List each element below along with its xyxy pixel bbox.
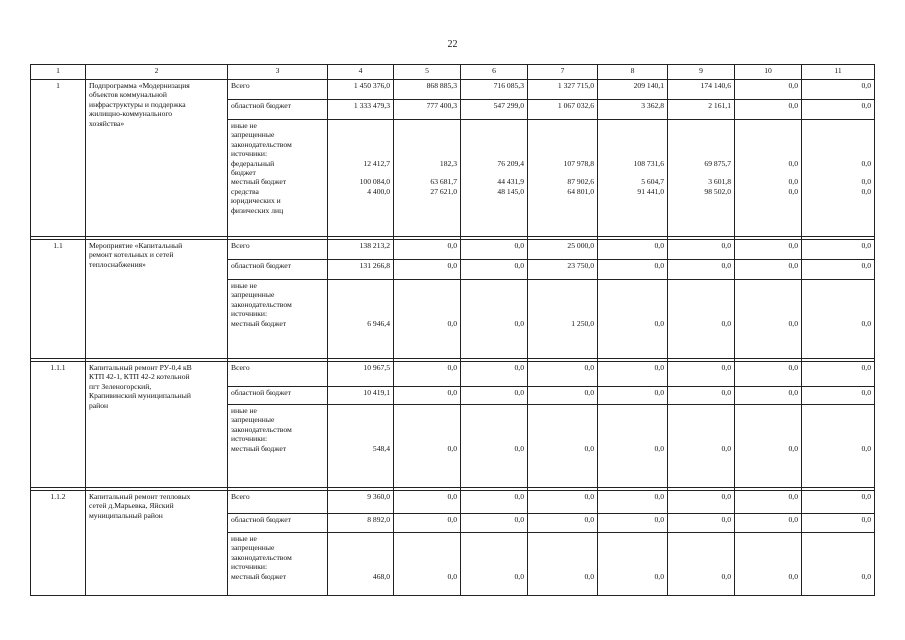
value-cell xyxy=(528,120,598,237)
text-line: ремонт котельных и сетей xyxy=(89,250,174,260)
value-cell: 0,0 xyxy=(735,240,802,260)
value-cell: 0,0 xyxy=(668,260,735,280)
value-cell: 209 140,1 xyxy=(598,80,668,100)
text-line: физических лиц xyxy=(231,205,284,215)
text-line: Капитальный ремонт РУ-0,4 кВ xyxy=(89,363,192,372)
blank-line xyxy=(601,406,664,444)
text-line: объектов коммунальной xyxy=(89,90,167,100)
value-cell: 8 892,0 xyxy=(328,514,394,533)
text-line: 0,0 xyxy=(721,571,731,581)
value-cell xyxy=(394,120,461,237)
source-label: Всего xyxy=(228,491,328,514)
value-cell: 0,0 xyxy=(528,362,598,387)
text-line: 0,0 xyxy=(788,158,798,168)
text-line: 0,0 xyxy=(447,443,457,453)
blank-line xyxy=(671,281,731,319)
text-line: жилищно-коммунального xyxy=(89,109,173,119)
header-cell: 6 xyxy=(461,65,528,80)
text-line: федеральный xyxy=(231,158,275,168)
value-cell: 3 362,8 xyxy=(598,100,668,120)
value-cell xyxy=(802,120,875,237)
value-cell: 138 213,2 xyxy=(328,240,394,260)
header-cell: 1 xyxy=(31,65,86,80)
text-line: иные не xyxy=(231,406,257,415)
value-cell: 0,0 xyxy=(802,260,875,280)
text-line: иные не xyxy=(231,121,257,130)
text-line: законодательством xyxy=(231,424,292,434)
text-line: местный бюджет xyxy=(231,571,287,581)
header-row xyxy=(31,65,875,80)
blank-line xyxy=(738,534,798,572)
text-line: 76 209,4 xyxy=(497,158,524,168)
header-cell: 8 xyxy=(598,65,668,80)
blank-line xyxy=(805,168,871,177)
text-line: источники: xyxy=(231,309,268,319)
value-cell xyxy=(528,280,598,359)
value-cell: 0,0 xyxy=(598,387,668,405)
section-row-total xyxy=(31,362,875,387)
value-cell: 0,0 xyxy=(668,362,735,387)
header-cell: 5 xyxy=(394,65,461,80)
text-line: 107 978,8 xyxy=(563,158,594,168)
text-line: 98 502,0 xyxy=(704,186,731,196)
blank-line xyxy=(464,534,524,572)
blank-line xyxy=(805,121,871,159)
value-cell: 0,0 xyxy=(598,362,668,387)
source-label xyxy=(228,120,328,237)
text-line: хозяйства» xyxy=(89,118,125,128)
value-cell: 0,0 xyxy=(668,387,735,405)
text-line: Подпрограмма «Модернизация xyxy=(89,81,190,90)
blank-line xyxy=(464,406,524,444)
blank-line xyxy=(601,281,664,319)
source-label: Всего xyxy=(228,362,328,387)
value-cell xyxy=(328,120,394,237)
blank-line xyxy=(331,281,390,319)
text-line: запрещенные xyxy=(231,130,275,140)
text-line: 100 084,0 xyxy=(359,177,390,187)
value-cell xyxy=(461,533,528,596)
value-cell: 0,0 xyxy=(598,260,668,280)
value-cell: 0,0 xyxy=(461,514,528,533)
text-line: 182,3 xyxy=(439,158,457,168)
text-line: законодательством xyxy=(231,139,292,149)
text-line: 0,0 xyxy=(788,571,798,581)
header-cell: 2 xyxy=(86,65,228,80)
text-line: 0,0 xyxy=(788,318,798,328)
value-cell: 0,0 xyxy=(461,491,528,514)
text-line: источники: xyxy=(231,434,268,444)
text-line: юридических и xyxy=(231,196,281,206)
text-line: КТП 42-1, КТП 42-2 котельной xyxy=(89,372,190,382)
source-label xyxy=(228,280,328,359)
blank-line xyxy=(531,406,594,444)
row-number: 1 xyxy=(31,80,86,237)
value-cell: 0,0 xyxy=(461,240,528,260)
value-cell: 0,0 xyxy=(735,491,802,514)
text-line: местный бюджет xyxy=(231,443,287,453)
value-cell: 0,0 xyxy=(735,362,802,387)
blank-line xyxy=(601,168,664,177)
value-cell: 0,0 xyxy=(394,514,461,533)
value-cell: 1 450 376,0 xyxy=(328,80,394,100)
source-label xyxy=(228,405,328,488)
text-line: 0,0 xyxy=(447,318,457,328)
value-cell: 547 299,0 xyxy=(461,100,528,120)
value-cell: 0,0 xyxy=(394,491,461,514)
blank-line xyxy=(671,406,731,444)
blank-line xyxy=(397,281,457,319)
source-label: областной бюджет xyxy=(228,100,328,120)
value-cell xyxy=(598,280,668,359)
blank-line xyxy=(464,121,524,159)
text-line: 4 400,0 xyxy=(367,186,390,196)
blank-line xyxy=(738,121,798,159)
blank-line xyxy=(601,121,664,159)
text-line: запрещенные xyxy=(231,290,275,300)
text-line: 48 145,0 xyxy=(497,186,524,196)
row-number: 1.1.2 xyxy=(31,491,86,596)
value-cell: 0,0 xyxy=(802,362,875,387)
text-line: сетей д.Марьевка, Яйский xyxy=(89,501,174,511)
value-cell: 9 360,0 xyxy=(328,491,394,514)
value-cell: 0,0 xyxy=(802,514,875,533)
text-line: 0,0 xyxy=(788,177,798,187)
text-line: местный бюджет xyxy=(231,177,287,187)
header-cell: 7 xyxy=(528,65,598,80)
text-line: источники: xyxy=(231,562,268,572)
value-cell xyxy=(802,405,875,488)
text-line: источники: xyxy=(231,149,268,159)
value-cell: 174 140,6 xyxy=(668,80,735,100)
header-cell: 9 xyxy=(668,65,735,80)
text-line: 0,0 xyxy=(861,177,871,187)
text-line: 548,4 xyxy=(372,443,390,453)
value-cell: 0,0 xyxy=(802,80,875,100)
text-line: 0,0 xyxy=(654,318,664,328)
text-line: 6 946,4 xyxy=(367,318,390,328)
text-line: 0,0 xyxy=(514,318,524,328)
text-line: 0,0 xyxy=(861,186,871,196)
row-number: 1.1 xyxy=(31,240,86,359)
text-line: 91 441,0 xyxy=(637,186,664,196)
header-cell: 11 xyxy=(802,65,875,80)
value-cell: 0,0 xyxy=(735,387,802,405)
text-line: 0,0 xyxy=(447,571,457,581)
value-cell xyxy=(394,405,461,488)
text-line: 1 250,0 xyxy=(571,318,594,328)
value-cell: 716 085,3 xyxy=(461,80,528,100)
text-line: Мероприятие «Капитальный xyxy=(89,241,183,250)
value-cell: 131 266,8 xyxy=(328,260,394,280)
value-cell: 0,0 xyxy=(802,387,875,405)
blank-line xyxy=(671,534,731,572)
source-label: Всего xyxy=(228,240,328,260)
value-cell: 0,0 xyxy=(598,514,668,533)
text-line: район xyxy=(89,400,109,410)
text-line: 0,0 xyxy=(584,443,594,453)
blank-line xyxy=(531,168,594,177)
text-line: иные не xyxy=(231,534,257,543)
blank-line xyxy=(464,281,524,319)
value-cell: 0,0 xyxy=(598,491,668,514)
value-cell xyxy=(735,120,802,237)
header-cell: 10 xyxy=(735,65,802,80)
value-cell: 0,0 xyxy=(735,260,802,280)
text-line: 0,0 xyxy=(788,443,798,453)
row-description xyxy=(86,362,228,488)
text-line: 0,0 xyxy=(861,443,871,453)
text-line: законодательством xyxy=(231,552,292,562)
blank-line xyxy=(531,121,594,159)
header-cell: 4 xyxy=(328,65,394,80)
text-line: Капитальный ремонт тепловых xyxy=(89,492,191,501)
text-line: 87 902,6 xyxy=(567,177,594,187)
value-cell xyxy=(598,533,668,596)
value-cell xyxy=(668,120,735,237)
value-cell xyxy=(328,405,394,488)
value-cell: 10 419,1 xyxy=(328,387,394,405)
header-cell: 3 xyxy=(228,65,328,80)
value-cell: 0,0 xyxy=(528,514,598,533)
value-cell: 0,0 xyxy=(735,80,802,100)
blank-line xyxy=(738,281,798,319)
blank-line xyxy=(805,281,871,319)
text-line: 0,0 xyxy=(721,443,731,453)
value-cell xyxy=(735,405,802,488)
text-line: запрещенные xyxy=(231,543,275,553)
value-cell xyxy=(328,533,394,596)
text-line: муниципальный район xyxy=(89,510,163,520)
section-row-total xyxy=(31,80,875,100)
value-cell: 1 327 715,0 xyxy=(528,80,598,100)
blank-line xyxy=(738,406,798,444)
value-cell: 0,0 xyxy=(802,100,875,120)
blank-line xyxy=(671,121,731,159)
value-cell: 777 400,3 xyxy=(394,100,461,120)
value-cell: 0,0 xyxy=(668,240,735,260)
row-description xyxy=(86,491,228,596)
value-cell xyxy=(461,280,528,359)
value-cell: 10 967,5 xyxy=(328,362,394,387)
value-cell: 0,0 xyxy=(735,100,802,120)
value-cell xyxy=(598,120,668,237)
value-cell: 0,0 xyxy=(668,491,735,514)
text-line: 69 875,7 xyxy=(704,158,731,168)
text-line: иные не xyxy=(231,281,257,290)
value-cell: 0,0 xyxy=(528,491,598,514)
blank-line xyxy=(531,281,594,319)
page-number: 22 xyxy=(447,39,458,50)
value-cell: 0,0 xyxy=(394,260,461,280)
blank-line xyxy=(331,121,390,159)
blank-line xyxy=(738,168,798,177)
value-cell: 0,0 xyxy=(461,387,528,405)
section-row-total xyxy=(31,240,875,260)
value-cell: 0,0 xyxy=(394,387,461,405)
text-line: 0,0 xyxy=(654,443,664,453)
blank-line xyxy=(331,534,390,572)
blank-line xyxy=(805,406,871,444)
text-line: 0,0 xyxy=(584,571,594,581)
value-cell xyxy=(528,405,598,488)
text-line: бюджет xyxy=(231,168,256,178)
text-line: инфраструктуры и поддержка xyxy=(89,99,186,109)
text-line: 64 801,0 xyxy=(567,186,594,196)
blank-line xyxy=(397,121,457,159)
text-line: 12 412,7 xyxy=(363,158,390,168)
value-cell xyxy=(802,533,875,596)
value-cell xyxy=(735,280,802,359)
value-cell: 0,0 xyxy=(735,514,802,533)
value-cell: 0,0 xyxy=(394,362,461,387)
text-line: 108 731,6 xyxy=(633,158,664,168)
text-line: 0,0 xyxy=(861,318,871,328)
value-cell: 1 067 032,6 xyxy=(528,100,598,120)
value-cell xyxy=(735,533,802,596)
row-description xyxy=(86,240,228,359)
value-cell: 0,0 xyxy=(802,491,875,514)
value-cell: 0,0 xyxy=(598,240,668,260)
text-line: запрещенные xyxy=(231,415,275,425)
value-cell xyxy=(461,405,528,488)
blank-line xyxy=(601,534,664,572)
text-line: средства xyxy=(231,186,259,196)
value-cell: 0,0 xyxy=(802,240,875,260)
row-description xyxy=(86,80,228,237)
value-cell: 0,0 xyxy=(461,362,528,387)
text-line: 27 621,0 xyxy=(430,186,457,196)
source-label: областной бюджет xyxy=(228,387,328,405)
source-label xyxy=(228,533,328,596)
source-label: областной бюджет xyxy=(228,514,328,533)
value-cell: 868 885,3 xyxy=(394,80,461,100)
blank-line xyxy=(464,168,524,177)
value-cell: 0,0 xyxy=(461,260,528,280)
blank-line xyxy=(397,406,457,444)
blank-line xyxy=(397,534,457,572)
value-cell xyxy=(668,280,735,359)
text-line: местный бюджет xyxy=(231,318,287,328)
blank-line xyxy=(331,406,390,444)
section-row-total xyxy=(31,491,875,514)
source-label: Всего xyxy=(228,80,328,100)
value-cell xyxy=(528,533,598,596)
text-line: 0,0 xyxy=(514,443,524,453)
value-cell: 25 000,0 xyxy=(528,240,598,260)
value-cell xyxy=(394,533,461,596)
text-line: Крапивинский муниципальный xyxy=(89,391,191,401)
text-line: 0,0 xyxy=(721,318,731,328)
value-cell xyxy=(461,120,528,237)
source-label: областной бюджет xyxy=(228,260,328,280)
value-cell: 0,0 xyxy=(394,240,461,260)
blank-line xyxy=(531,534,594,572)
text-line: 0,0 xyxy=(788,186,798,196)
text-line: 0,0 xyxy=(514,571,524,581)
value-cell: 0,0 xyxy=(668,514,735,533)
value-cell: 2 161,1 xyxy=(668,100,735,120)
text-line: 44 431,9 xyxy=(497,177,524,187)
text-line: 0,0 xyxy=(861,158,871,168)
row-number: 1.1.1 xyxy=(31,362,86,488)
blank-line xyxy=(671,168,731,177)
value-cell xyxy=(598,405,668,488)
value-cell xyxy=(394,280,461,359)
text-line: 468,0 xyxy=(372,571,390,581)
value-cell: 23 750,0 xyxy=(528,260,598,280)
text-line: 5 604,7 xyxy=(641,177,664,187)
text-line: законодательством xyxy=(231,299,292,309)
blank-line xyxy=(397,168,457,177)
value-cell xyxy=(802,280,875,359)
budget-table xyxy=(30,64,875,596)
text-line: 0,0 xyxy=(861,571,871,581)
value-cell xyxy=(668,405,735,488)
value-cell xyxy=(668,533,735,596)
value-cell xyxy=(328,280,394,359)
text-line: пгт Зеленогорский, xyxy=(89,381,152,391)
text-line: теплоснабжения» xyxy=(89,259,146,269)
value-cell: 0,0 xyxy=(528,387,598,405)
text-line: 3 601,8 xyxy=(708,177,731,187)
blank-line xyxy=(805,534,871,572)
value-cell: 1 333 479,3 xyxy=(328,100,394,120)
text-line: 63 681,7 xyxy=(430,177,457,187)
blank-line xyxy=(331,168,390,177)
text-line: 0,0 xyxy=(654,571,664,581)
